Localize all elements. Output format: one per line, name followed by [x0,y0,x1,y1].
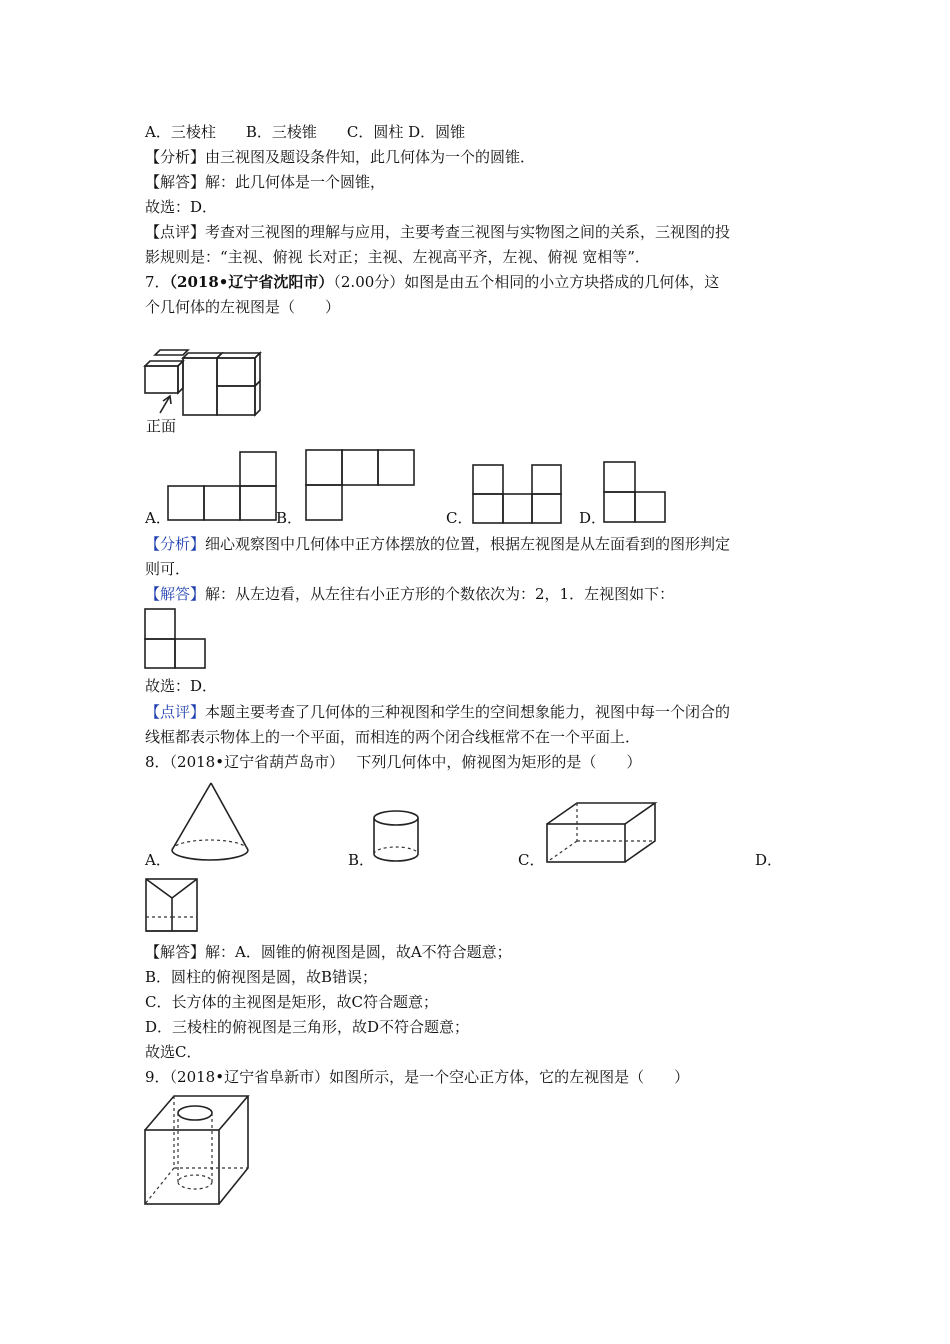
q8-line-b: B．圆柱的俯视图是圆，故B错误； [145,968,378,986]
q7-option-b-label: B． [276,509,303,527]
q7-option-a-figure [165,450,280,522]
front-label: 正面 [146,417,177,435]
analysis-text: 由三视图及题设条件知，此几何体为一个的圆锥． [205,148,536,166]
q7-analysis [145,534,730,554]
q6-comment [145,222,730,242]
q9-hollow-cube-figure [142,1092,254,1208]
q8-prism-figure [143,876,203,934]
q8-line-d: D．三棱柱的俯视图是三角形，故D不符合题意； [145,1018,470,1036]
question-text: （2.00分）如图是由五个相同的小立方块搭成的几何体，这 [333,273,720,291]
analysis-tag: 【分析】 [145,535,206,553]
q7-comment-2: 线框都表示物体上的一个平面，而相连的两个闭合线框常不在一个平面上． [145,728,641,746]
analysis-text: 细心观察图中几何体中正方体摆放的位置，根据左视图是从左面看到的图形判定 [205,535,731,553]
comment-tag: 【点评】 [145,703,206,721]
answer-tag: 【解答】 [145,173,206,191]
question-number: 7． [145,273,170,291]
answer-text: 解：此几何体是一个圆锥， [205,173,386,191]
q7-option-d-label: D． [579,509,607,527]
q8-stem: 8．（2018•辽宁省葫芦岛市） 下列几何体中，俯视图为矩形的是（ ） [145,753,642,771]
q8-option-d-label: D． [755,851,783,869]
answer-tag: 【解答】 [145,585,206,603]
q9-stem: 9．（2018•辽宁省阜新市）如图所示，是一个空心正方体，它的左视图是（ ） [145,1068,690,1086]
q7-left-view-figure [143,607,209,671]
q7-stem-2: 个几何体的左视图是（ ） [145,298,341,316]
q7-answer [145,584,674,604]
q7-choice: 故选：D． [145,677,218,695]
q6-comment-2: 影规则是：“主视、俯视 长对正；主视、左视高平齐，左视、俯视 宽相等”． [145,248,650,266]
q6-options: A．三棱柱 B．三棱锥 C．圆柱 D．圆锥 [145,123,466,141]
q8-answer: 【解答】解：A．圆锥的俯视图是圆，故A不符合题意； [145,943,512,961]
question-source: （2018•辽宁省沈阳市） [169,273,334,291]
q7-option-c-figure [470,463,565,525]
q6-answer [145,172,385,192]
q7-comment [145,702,730,722]
comment-text: 考查对三视图的理解与应用，主要考查三视图与实物图之间的关系，三视图的投 [205,223,731,241]
q7-cube-solid-figure [140,325,270,440]
analysis-tag: 【分析】 [145,148,206,166]
q6-analysis [145,147,535,167]
comment-tag: 【点评】 [145,223,206,241]
q7-option-b-figure [303,448,418,523]
q8-option-b-label: B． [348,851,375,869]
q7-stem [145,272,719,292]
q8-option-a-label: A． [145,851,171,869]
q7-option-d-figure [602,460,668,524]
q6-choice: 故选：D． [145,198,218,216]
q7-option-c-label: C． [446,509,473,527]
q8-line-c: C．长方体的主视图是矩形，故C符合题意； [145,993,438,1011]
comment-text: 本题主要考查了几何体的三种视图和学生的空间想象能力，视图中每一个闭合的 [205,703,731,721]
q7-option-a-label: A． [145,509,171,527]
q8-cone-figure [168,780,254,866]
q8-option-c-label: C． [518,851,545,869]
q8-cuboid-figure [543,800,661,866]
q8-choice: 故选C． [145,1043,202,1061]
q7-analysis-2: 则可． [145,560,191,578]
q8-cylinder-figure [370,808,426,868]
answer-text: 解：从左边看，从左往右小正方形的个数依次为：2，1．左视图如下： [205,585,675,603]
